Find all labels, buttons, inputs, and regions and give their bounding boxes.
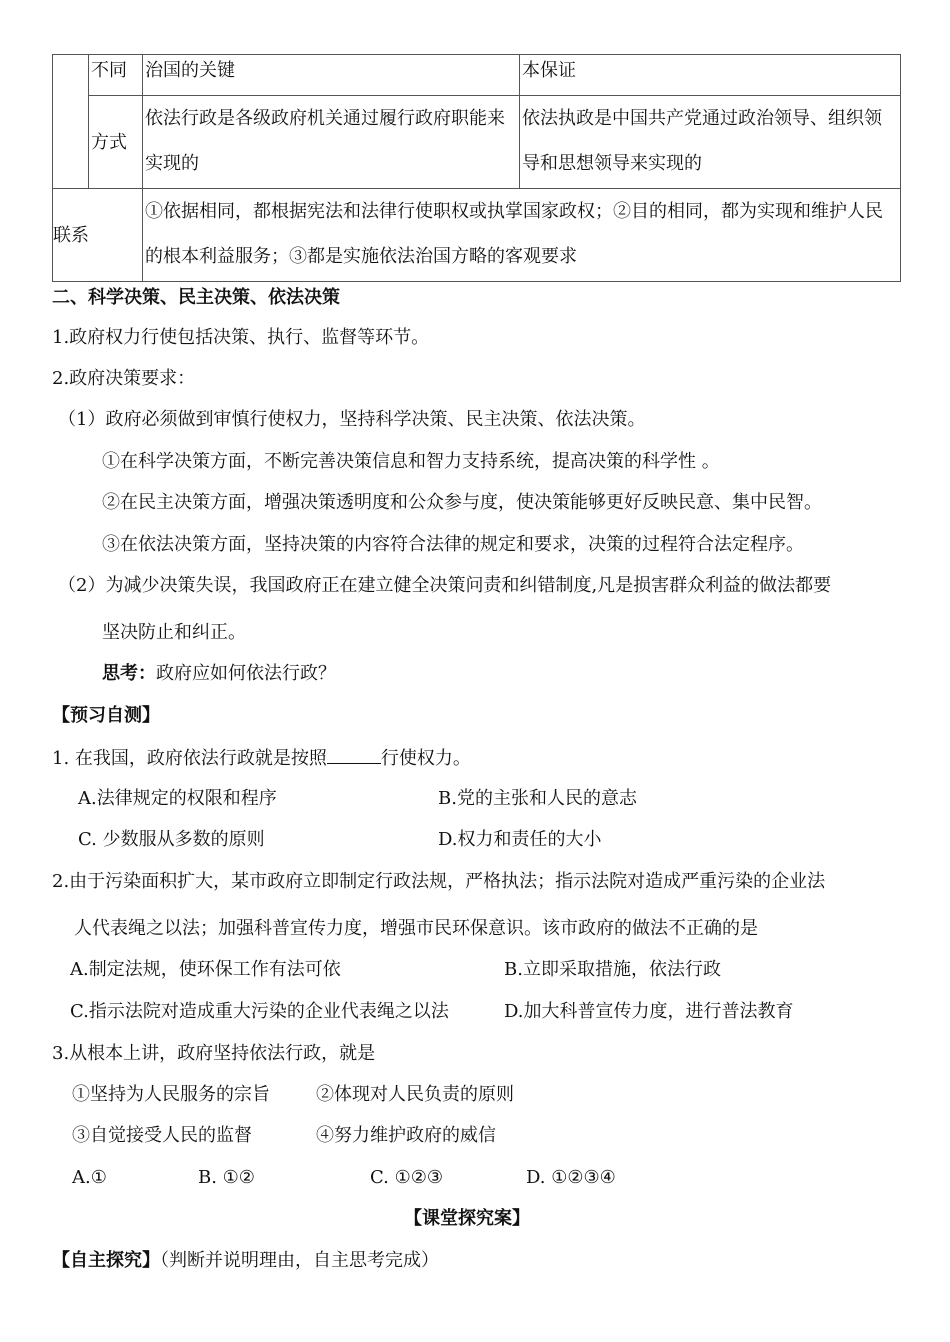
option: A.① [72,1167,107,1188]
option: A.制定法规，使环保工作有法可依 [70,959,341,980]
table-row [53,189,901,282]
preview-heading: 【预习自测】 [52,705,160,726]
paragraph: ①在科学决策方面，不断完善决策信息和智力支持系统，提高决策的科学性 。 [102,451,720,472]
table-cell: 联系 [53,189,143,282]
think-text: 政府应如何依法行政？ [156,663,336,684]
paragraph: 坚决防止和纠正。 [102,622,246,643]
paragraph: ③在依法决策方面，坚持决策的内容符合法律的规定和要求，决策的过程符合法定程序。 [102,534,804,555]
option: B.立即采取措施，依法行政 [504,959,721,980]
table-cell: 依法行政是各级政府机关通过履行政府职能来实现的 [143,96,520,189]
option: B.党的主张和人民的意志 [438,788,637,809]
table-cell: 本保证 [520,55,901,96]
think-line [102,662,336,686]
comparison-table [52,54,901,282]
paragraph: （2）为减少决策失误，我国政府正在建立健全决策问责和纠错制度,凡是损害群众利益的做法都要 [58,575,832,596]
option: C. ①②③ [370,1167,443,1188]
option: D.加大科普宣传力度，进行普法教育 [504,1001,794,1022]
question-text: 行使权力。 [380,748,471,769]
paragraph: （1）政府必须做到审慎行使权力，坚持科学决策、民主决策、依法决策。 [58,409,646,430]
table-row [53,55,901,96]
option: ①坚持为人民服务的宗旨 [72,1084,270,1105]
question-3: 3.从根本上讲，政府坚持依法行政，就是 [52,1043,376,1064]
table-cell: 不同 [89,55,143,96]
option: C.指示法院对造成重大污染的企业代表绳之以法 [70,1001,449,1022]
table-empty-cell [53,55,89,189]
question-1 [52,745,471,771]
question-text: 1. 在我国，政府依法行政就是按照 [52,748,327,769]
option: B. ①② [198,1167,255,1188]
option: D. ①②③④ [526,1167,616,1188]
table-cell: ①依据相同，都根据宪法和法律行使职权或执掌国家政权；②目的相同，都为实现和维护人民的根本利益服务；③都是实施依法治国方略的客观要求 [143,189,901,282]
option: ②体现对人民负责的原则 [316,1084,514,1105]
table-cell: 治国的关键 [143,55,520,96]
table-row [53,96,901,189]
option: C. 少数服从多数的原则 [78,829,265,850]
classroom-heading: 【课堂探究案】 [404,1208,530,1229]
self-explore-label: 【自主探究】 [52,1250,160,1271]
answer-blank [327,745,381,764]
paragraph: ②在民主决策方面，增强决策透明度和公众参与度，使决策能够更好反映民意、集中民智。 [102,492,822,513]
paragraph: 2.政府决策要求： [52,368,196,389]
option: ④努力维护政府的威信 [316,1125,496,1146]
section-heading: 二、科学决策、民主决策、依法决策 [52,287,340,308]
table-cell: 依法执政是中国共产党通过政治领导、组织领导和思想领导来实现的 [520,96,901,189]
question-2: 2.由于污染面积扩大，某市政府立即制定行政法规，严格执法；指示法院对造成严重污染的企业法 [52,871,826,892]
think-label: 思考： [102,663,156,684]
paragraph: 1.政府权力行使包括决策、执行、监督等环节。 [52,327,430,348]
self-explore-note: （判断并说明理由，自主思考完成） [160,1250,439,1271]
option: ③自觉接受人民的监督 [72,1125,252,1146]
option: D.权力和责任的大小 [438,829,602,850]
table-cell: 方式 [89,96,143,189]
option: A.法律规定的权限和程序 [78,788,277,809]
question-2-cont: 人代表绳之以法；加强科普宣传力度，增强市民环保意识。该市政府的做法不正确的是 [74,918,758,939]
self-explore-line [52,1249,439,1273]
